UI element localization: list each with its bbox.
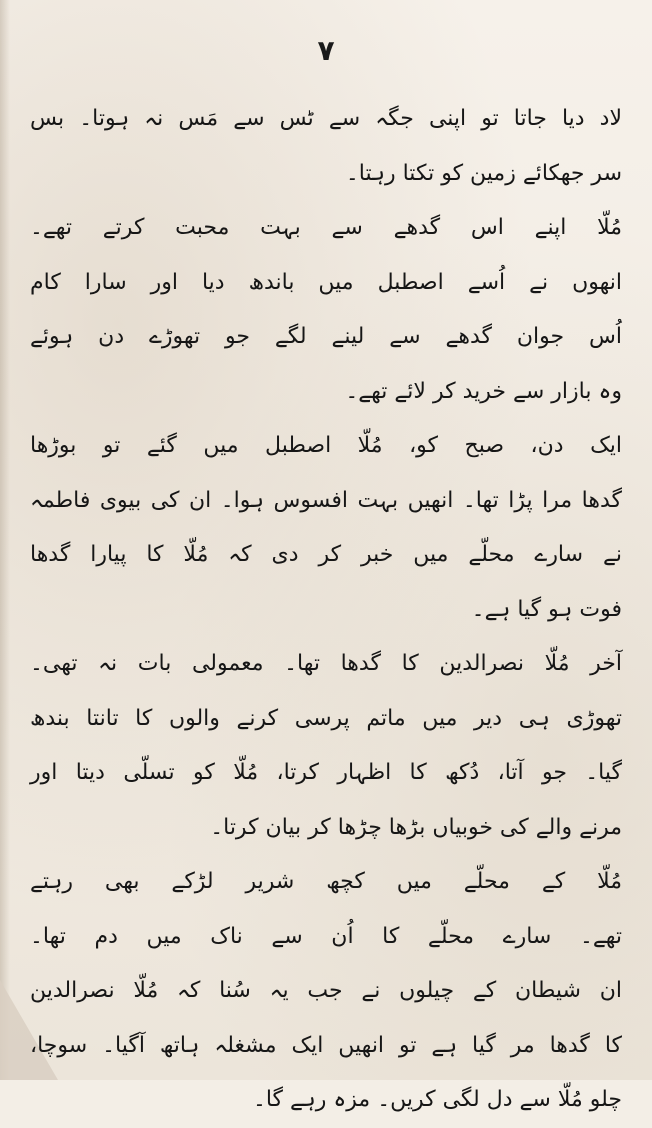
page-number: ۷ [317, 34, 335, 67]
text-line: لاد دیا جاتا تو اپنی جگہ سے ٹس سے مَس نہ ہوتا۔ بس [30, 106, 622, 131]
text-line: وہ بازار سے خرید کر لائے تھے۔ [345, 378, 622, 404]
text-line: نے سارے محلّے میں خبر کر دی کہ مُلّا کا پیارا گدھا [30, 542, 622, 567]
text-line: مُلّا اپنے اس گدھے سے بہت محبت کرتے تھے۔ [30, 215, 622, 240]
page-edge-shadow [0, 0, 10, 1080]
text-line: آخر مُلّا نصرالدین کا گدھا تھا۔ معمولی بات نہ تھی۔ [30, 651, 622, 676]
text-line: مرنے والے کی خوبیاں بڑھا چڑھا کر بیان کرتا۔ [210, 814, 622, 840]
text-line: گدھا مرا پڑا تھا۔ انھیں بہت افسوس ہوا۔ ان کی بیوی فاطمہ [30, 487, 622, 513]
text-line: فوت ہو گیا ہے۔ [471, 596, 622, 622]
text-line: اُس جوان گدھے سے لینے لگے جو تھوڑے دن ہوئے [30, 324, 622, 349]
text-line: مُلّا کے محلّے میں کچھ شریر لڑکے بھی رہتے [30, 869, 622, 894]
text-line: ایک دن، صبح کو، مُلّا اصطبل میں گئے تو بوڑھا [30, 433, 622, 458]
text-line: کا گدھا مر گیا ہے تو انھیں ایک مشغلہ ہاتھ آگیا۔ سوچا، [30, 1032, 622, 1058]
text-line: تھوڑی ہی دیر میں ماتم پرسی کرنے والوں کا تانتا بندھ [30, 705, 622, 731]
text-line: انھوں نے اُسے اصطبل میں باندھ دیا اور سارا کام [30, 269, 622, 295]
text-line: تھے۔ سارے محلّے کا اُن سے ناک میں دم تھا۔ [30, 923, 622, 949]
body-text [30, 92, 622, 1128]
text-line: ان شیطان کے چیلوں نے جب یہ سُنا کہ مُلّا نصرالدین [30, 978, 622, 1003]
text-line: سر جھکائے زمین کو تکتا رہتا۔ [345, 160, 622, 186]
text-line: گیا۔ جو آتا، دُکھ کا اظہار کرتا، مُلّا کو تسلّی دیتا اور [30, 760, 622, 785]
text-line: چلو مُلّا سے دل لگی کریں۔ مزہ رہے گا۔ [252, 1087, 622, 1112]
